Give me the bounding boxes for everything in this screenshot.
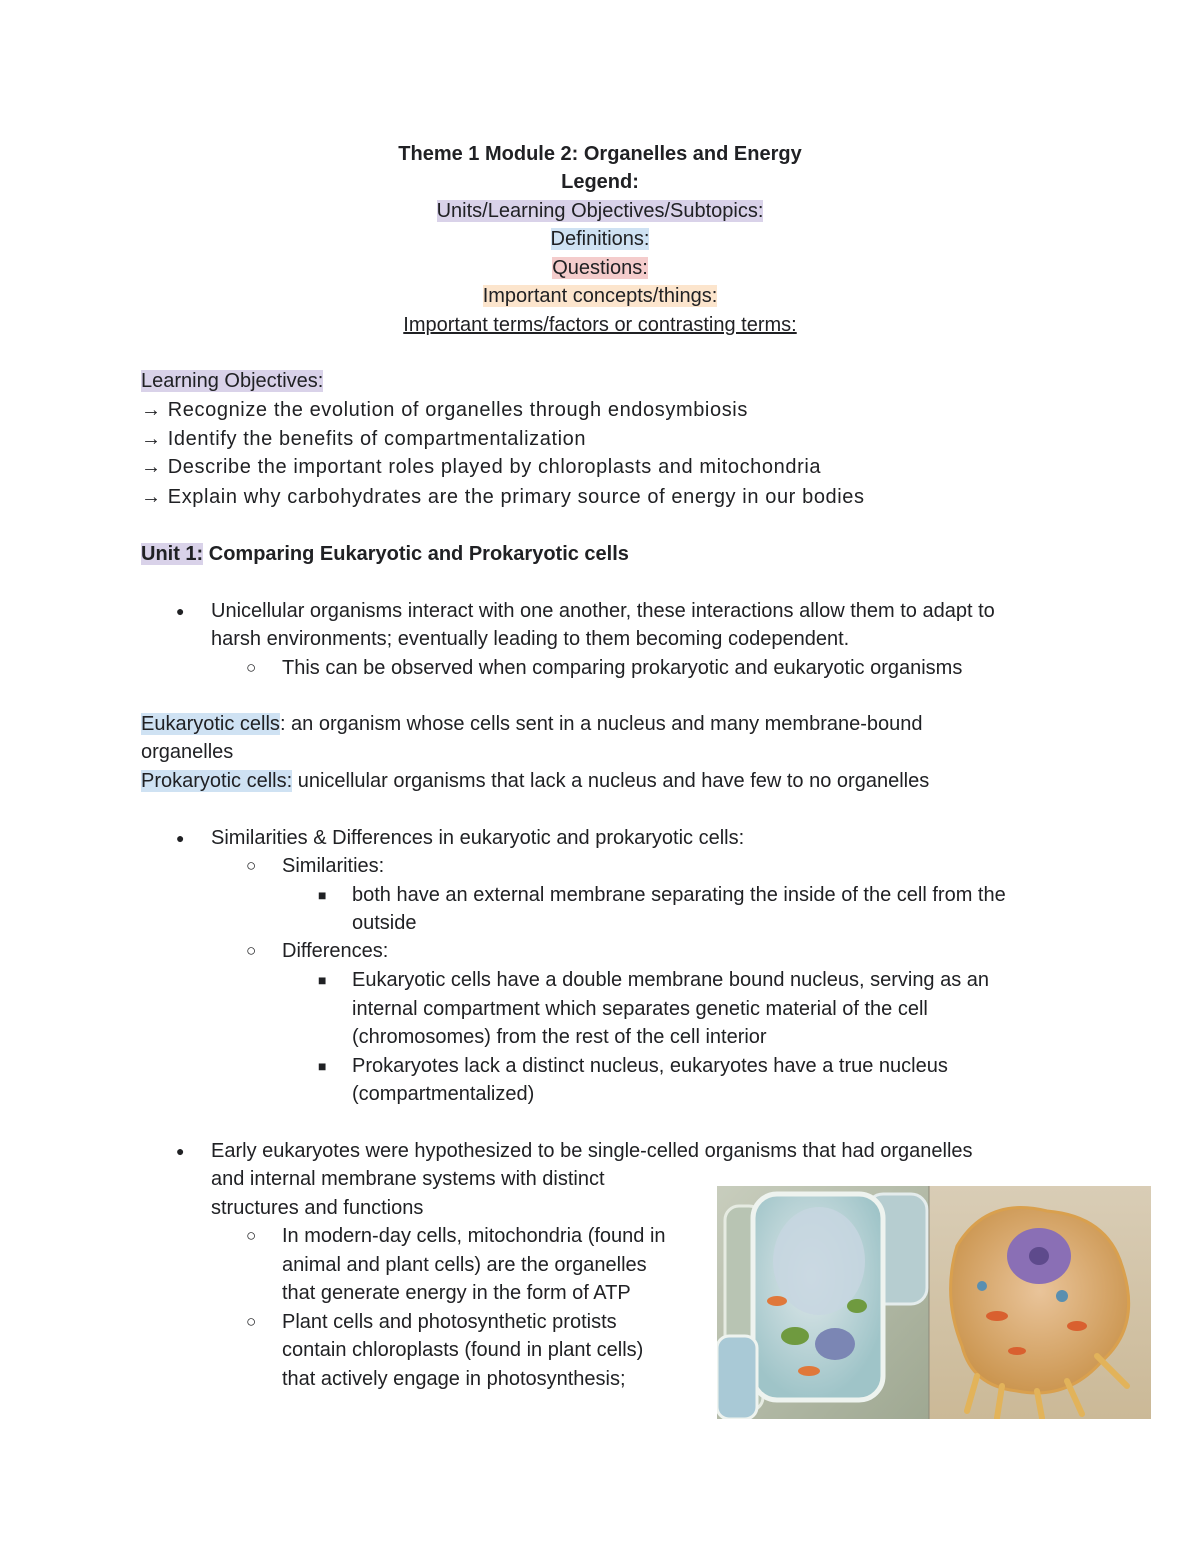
def-eukaryotic-term: Eukaryotic cells bbox=[141, 713, 280, 735]
square-marker: ■ bbox=[318, 1058, 327, 1074]
difference2-line: Prokaryotes lack a distinct nucleus, eukaryotes have a true nucleus bbox=[352, 1055, 948, 1077]
bullet2-text: Similarities & Differences in eukaryotic and prokaryotic cells: bbox=[211, 827, 745, 849]
legend-questions bbox=[0, 254, 1200, 282]
objective-item: → Explain why carbohydrates are the primary source of energy in our bodies bbox=[141, 486, 865, 508]
bullet3-sub2-line: contain chloroplasts (found in plant cells) bbox=[282, 1339, 644, 1361]
legend-terms-text: Important terms/factors or contrasting terms: bbox=[403, 314, 797, 336]
bullet3-line: structures and functions bbox=[211, 1197, 424, 1219]
bullet3-sub1-line: animal and plant cells) are the organelles bbox=[282, 1254, 647, 1276]
def-eukaryotic-text: : an organism whose cells sent in a nucleus and many membrane-bound bbox=[279, 713, 923, 735]
circle-marker: ○ bbox=[246, 941, 257, 960]
legend-units-text: Units/Learning Objectives/Subtopics: bbox=[436, 200, 764, 222]
difference1-line: (chromosomes) from the rest of the cell interior bbox=[352, 1026, 767, 1048]
unit1-heading bbox=[141, 540, 629, 568]
legend-terms bbox=[0, 311, 1200, 339]
circle-marker: ○ bbox=[246, 658, 257, 677]
mitochondrion bbox=[767, 1296, 787, 1306]
mitochondrion bbox=[1008, 1347, 1026, 1355]
differences-label: Differences: bbox=[282, 940, 389, 962]
legend-definitions-text: Definitions: bbox=[550, 228, 650, 250]
bullet-marker: ● bbox=[176, 1143, 185, 1159]
vesicle bbox=[1056, 1290, 1068, 1302]
nucleolus bbox=[1029, 1247, 1049, 1265]
mitochondrion bbox=[798, 1366, 820, 1376]
legend-heading: Legend: bbox=[561, 171, 639, 193]
def-prokaryotic bbox=[141, 767, 929, 795]
unit1-label: Unit 1: bbox=[141, 543, 204, 565]
similarity-line: outside bbox=[352, 912, 417, 934]
objectives-heading bbox=[141, 367, 323, 395]
legend-important bbox=[0, 282, 1200, 310]
vacuole bbox=[773, 1207, 865, 1315]
legend-units bbox=[0, 197, 1200, 225]
chloroplast bbox=[781, 1327, 809, 1345]
bullet3-sub2-line: that actively engage in photosynthesis; bbox=[282, 1368, 626, 1390]
bullet-marker: ● bbox=[176, 603, 185, 619]
difference1-line: Eukaryotic cells have a double membrane bound nucleus, serving as an bbox=[352, 969, 990, 991]
bullet1-sub: This can be observed when comparing prokaryotic and eukaryotic organisms bbox=[282, 657, 963, 679]
cell-illustration bbox=[717, 1186, 1151, 1419]
legend-definitions bbox=[0, 225, 1200, 253]
objective-item: → Describe the important roles played by chloroplasts and mitochondria bbox=[141, 456, 822, 478]
bullet-marker: ● bbox=[176, 830, 185, 846]
bullet3-line: Early eukaryotes were hypothesized to be single-celled organisms that had organelles bbox=[211, 1140, 973, 1162]
vesicle bbox=[977, 1281, 987, 1291]
def-eukaryotic bbox=[141, 710, 923, 738]
square-marker: ■ bbox=[318, 887, 327, 903]
def-eukaryotic-cont: organelles bbox=[141, 741, 234, 763]
bullet3-sub2-line: Plant cells and photosynthetic protists bbox=[282, 1311, 617, 1333]
legend-questions-text: Questions: bbox=[552, 257, 648, 279]
bullet1-line: harsh environments; eventually leading to them becoming codependent. bbox=[211, 628, 850, 650]
bullet3-sub1-line: that generate energy in the form of ATP bbox=[282, 1282, 631, 1304]
circle-marker: ○ bbox=[246, 856, 257, 875]
circle-marker: ○ bbox=[246, 1312, 257, 1331]
def-prokaryotic-text: unicellular organisms that lack a nucleus and have few to no organelles bbox=[292, 770, 930, 792]
objective-item: → Identify the benefits of compartmentalization bbox=[141, 428, 587, 450]
mitochondrion bbox=[986, 1311, 1008, 1321]
def-prokaryotic-term: Prokaryotic cells: bbox=[141, 770, 293, 792]
difference2-line: (compartmentalized) bbox=[352, 1083, 535, 1105]
bullet1-line: Unicellular organisms interact with one another, these interactions allow them to adapt to bbox=[211, 600, 995, 622]
legend-important-text: Important concepts/things: bbox=[482, 285, 718, 307]
similarities-label: Similarities: bbox=[282, 855, 385, 877]
bullet3-line: and internal membrane systems with distinct bbox=[211, 1168, 605, 1190]
neighbor-cell-bottom bbox=[717, 1336, 757, 1419]
plant-nucleus bbox=[815, 1328, 855, 1360]
objectives-heading-text: Learning Objectives: bbox=[141, 370, 324, 392]
bullet3-sub1-line: In modern-day cells, mitochondria (found in bbox=[282, 1225, 666, 1247]
cell-illustration-svg bbox=[717, 1186, 1151, 1419]
objective-item: → Recognize the evolution of organelles through endosymbiosis bbox=[141, 399, 748, 421]
difference1-line: internal compartment which separates genetic material of the cell bbox=[352, 998, 928, 1020]
unit1-title: Comparing Eukaryotic and Prokaryotic cells bbox=[203, 543, 629, 565]
circle-marker: ○ bbox=[246, 1226, 257, 1245]
mitochondrion bbox=[1067, 1321, 1087, 1331]
chloroplast bbox=[847, 1299, 867, 1313]
square-marker: ■ bbox=[318, 972, 327, 988]
similarity-line: both have an external membrane separating the inside of the cell from the bbox=[352, 884, 1006, 906]
doc-title: Theme 1 Module 2: Organelles and Energy bbox=[398, 143, 802, 165]
